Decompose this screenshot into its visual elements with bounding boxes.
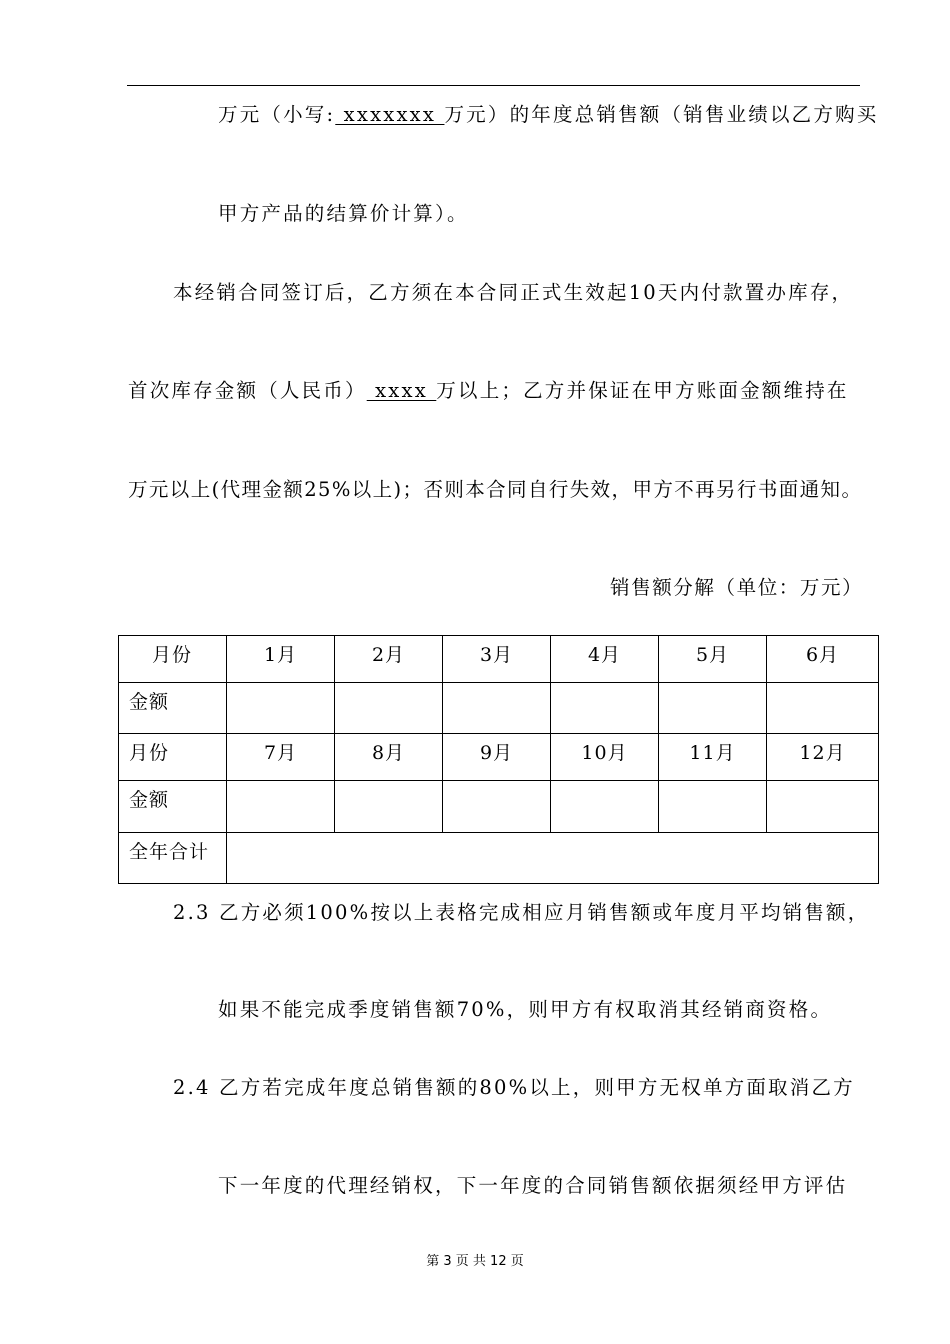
amount-cell	[227, 781, 335, 833]
text-segment: 万元（小写:	[218, 103, 336, 126]
amount-cell	[443, 781, 551, 833]
table-row	[119, 683, 879, 734]
annual-total-cell	[227, 833, 879, 884]
clause-2-3-cont: 如果不能完成季度销售额70%，则甲方有权取消其经销商资格。	[218, 998, 833, 1021]
table-row	[119, 734, 879, 781]
month-header-cell: 3月	[443, 636, 551, 683]
amount-blank: xxxxxxx	[335, 103, 445, 126]
month-header-cell: 8月	[335, 734, 443, 781]
text-segment: 万以上；乙方并保证在甲方账面金额维持在	[436, 379, 849, 402]
page-footer: 第 3 页 共 12 页	[426, 1254, 524, 1269]
month-header-cell: 12月	[767, 734, 879, 781]
month-header-cell: 7月	[227, 734, 335, 781]
paragraph-annual-total-cont: 甲方产品的结算价计算）。	[218, 202, 469, 225]
amount-cell	[443, 683, 551, 734]
table-row	[119, 781, 879, 833]
amount-cell	[659, 683, 767, 734]
paragraph-inventory-amount	[128, 378, 849, 404]
month-header-cell: 10月	[551, 734, 659, 781]
month-header-cell: 5月	[659, 636, 767, 683]
amount-cell	[335, 683, 443, 734]
amount-cell	[335, 781, 443, 833]
table-caption: 销售额分解（单位：万元）	[610, 576, 864, 599]
clause-2-4-cont: 下一年度的代理经销权，下一年度的合同销售额依据须经甲方评估	[218, 1174, 848, 1197]
month-header-cell: 11月	[659, 734, 767, 781]
month-header-cell: 9月	[443, 734, 551, 781]
amount-cell	[227, 683, 335, 734]
month-label-cell: 月份	[119, 734, 227, 781]
clause-2-4: 2.4 乙方若完成年度总销售额的80%以上，则甲方无权单方面取消乙方	[173, 1076, 855, 1099]
amount-label-cell: 金额	[119, 781, 227, 833]
table-row	[119, 636, 879, 683]
amount-cell	[551, 781, 659, 833]
month-label-cell: 月份	[119, 636, 227, 683]
text-segment: 万元）的年度总销售额（销售业绩以乙方购买	[444, 103, 879, 126]
paragraph-annual-total	[218, 102, 878, 128]
amount-cell	[659, 781, 767, 833]
sales-breakdown-table	[118, 635, 879, 884]
text-segment: 首次库存金额（人民币）	[128, 379, 367, 402]
month-header-cell: 4月	[551, 636, 659, 683]
header-rule	[127, 85, 860, 86]
clause-2-3: 2.3 乙方必须100%按以上表格完成相应月销售额或年度月平均销售额，	[173, 901, 870, 924]
annual-total-label-cell: 全年合计	[119, 833, 227, 884]
paragraph-inventory: 本经销合同签订后，乙方须在本合同正式生效起10天内付款置办库存，	[173, 281, 854, 304]
month-header-cell: 2月	[335, 636, 443, 683]
table-row	[119, 833, 879, 884]
month-header-cell: 1月	[227, 636, 335, 683]
amount-label-cell: 金额	[119, 683, 227, 734]
month-header-cell: 6月	[767, 636, 879, 683]
amount-cell	[551, 683, 659, 734]
amount-cell	[767, 683, 879, 734]
amount-cell	[767, 781, 879, 833]
amount-blank: xxxx	[366, 379, 437, 402]
paragraph-invalidation: 万元以上(代理金额25%以上)；否则本合同自行失效，甲方不再另行书面通知。	[128, 478, 863, 501]
